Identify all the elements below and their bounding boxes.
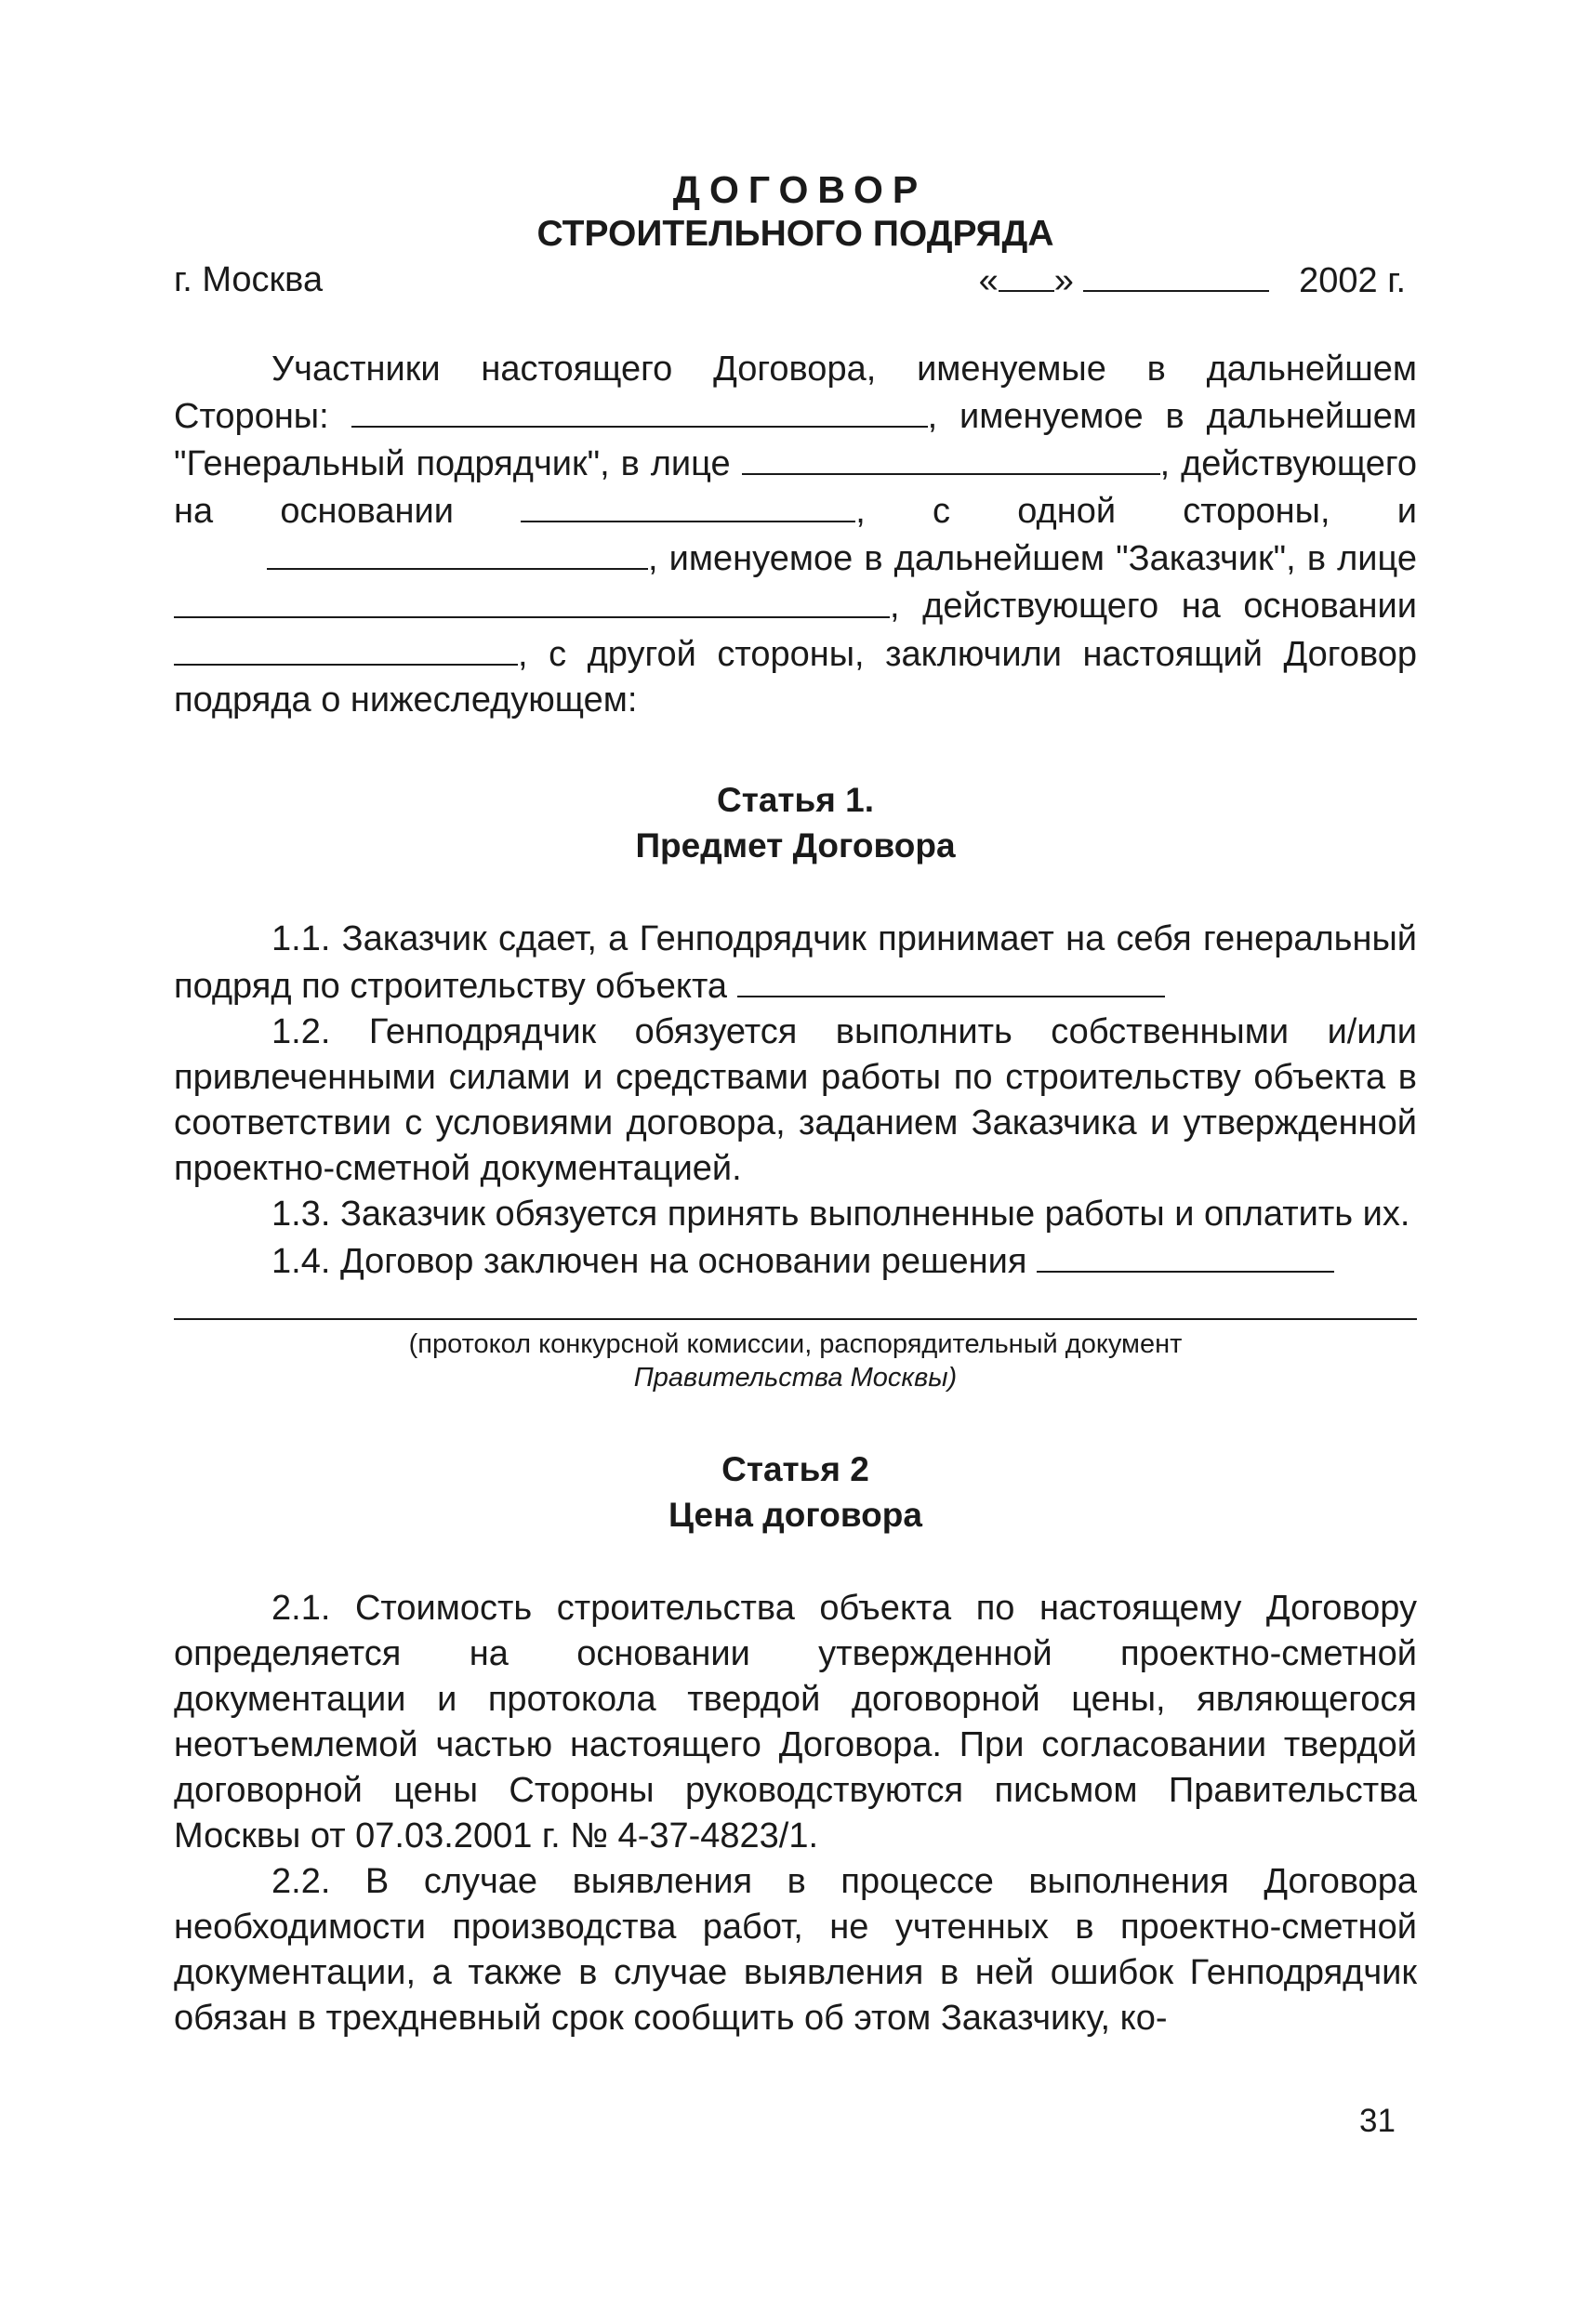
intro-text-7: , с другой стороны, заключили настоящий Договор подряда о нижеследующем: bbox=[174, 634, 1417, 720]
contractor-representative-blank bbox=[742, 440, 1160, 475]
month-blank bbox=[1083, 257, 1269, 292]
clause-1-4 bbox=[174, 1237, 1417, 1285]
intro-text-6: , действующего на основании bbox=[890, 587, 1417, 627]
intro-text-3: , действующего на основании bbox=[174, 444, 1417, 532]
customer-name-blank bbox=[267, 535, 648, 570]
intro-text-4: , с одной стороны, и bbox=[855, 492, 1417, 532]
clause-1-2: 1.2. Генподрядчик обязуется выполнить собственными и/или привлеченными силами и средствами работы по строительству объекта в соответствии с условиями договора, заданием Заказчика и утвержденной проектно-сметной документацией. bbox=[174, 1011, 1417, 1188]
clause-2-1: 2.1. Стоимость строительства объекта по настоящему Договору определяется на основании утвержденной проектно-сметной документации и протокола твердой договорной цены, являющегося неотъемлемой частью настоящего Договора. При согласовании твердой договорной цены Стороны руководствуются письмом Правительства Москвы от 07.03.2001 г. № 4-37-4823/1. bbox=[174, 1588, 1417, 1855]
article-2-number: Статья 2 bbox=[721, 1449, 869, 1488]
clause-1-1-text: 1.1. Заказчик сдает, а Генподрядчик принимает на себя генеральный подряд по строительству объекта bbox=[174, 918, 1417, 1006]
customer-basis-blank bbox=[174, 630, 518, 666]
clause-1-1 bbox=[174, 917, 1417, 1010]
footnote-line-2: Правительства Москвы) bbox=[633, 1362, 958, 1393]
footnote-line-1: (протокол конкурсной комиссии, распорядительный документ bbox=[408, 1328, 1183, 1359]
intro-paragraph bbox=[174, 347, 1417, 723]
article-1-number: Статья 1. bbox=[716, 780, 874, 819]
clause-1-4-text: 1.4. Договор заключен на основании решения bbox=[271, 1241, 1027, 1281]
date-quote-close: » bbox=[1053, 261, 1074, 301]
decision-blank bbox=[1037, 1237, 1334, 1273]
general-contractor-blank bbox=[351, 392, 928, 428]
intro-text-1: Участники настоящего Договора, именуемые в дальнейшем Стороны: bbox=[174, 350, 1417, 437]
clause-1-3: 1.3. Заказчик обязуется принять выполненные работы и оплатить их. bbox=[271, 1194, 1410, 1234]
date-quote-open: « bbox=[978, 261, 999, 301]
contractor-basis-blank bbox=[521, 487, 855, 522]
year: 2002 г. bbox=[1299, 261, 1406, 301]
page-number: 31 bbox=[1359, 2103, 1396, 2139]
city-date-row bbox=[174, 257, 1417, 304]
city: г. Москва bbox=[174, 260, 324, 299]
article-2-title: Цена договора bbox=[668, 1495, 922, 1534]
day-blank bbox=[999, 257, 1054, 292]
article-1-title: Предмет Договора bbox=[635, 825, 956, 865]
document-subtitle: СТРОИТЕЛЬНОГО ПОДРЯДА bbox=[536, 214, 1054, 254]
object-blank bbox=[737, 962, 1165, 997]
customer-representative-blank bbox=[174, 582, 890, 617]
document-body bbox=[174, 167, 1417, 2041]
clause-2-2: 2.2. В случае выявления в процессе выполнения Договора необходимости производства работ, не учтенных в проектно-сметной документации, а также в случае выявления в ней ошибок Генподрядчик обязан в трехдневный срок сообщить об этом Заказчику, ко- bbox=[174, 1861, 1417, 2038]
date-line bbox=[979, 257, 1417, 304]
intro-text-2: , именуемое в дальнейшем "Генеральный подрядчик", в лице bbox=[174, 397, 1417, 484]
document-title: ДОГОВОР bbox=[672, 168, 928, 211]
intro-text-5: , именуемое в дальнейшем "Заказчик", в лице bbox=[648, 539, 1417, 579]
